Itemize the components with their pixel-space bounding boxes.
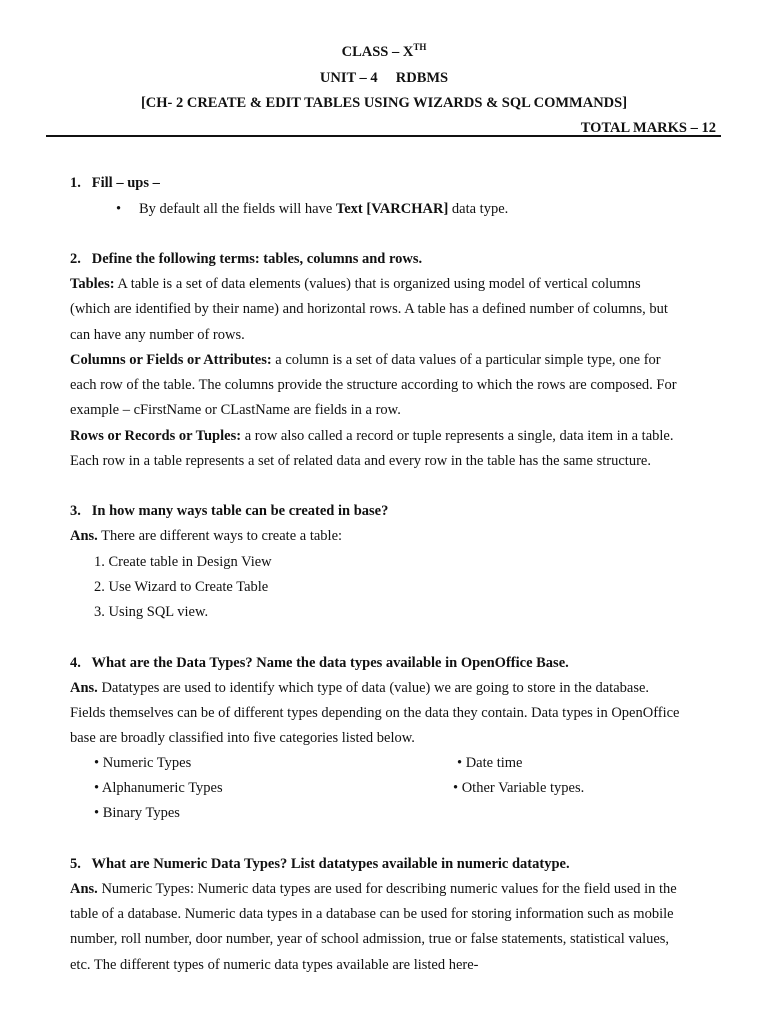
q1-title: 1. Fill – ups – <box>70 175 160 191</box>
unit-text: UNIT – 4 RDBMS <box>319 70 449 86</box>
class-superscript: TH <box>413 42 427 53</box>
q2-columns-line-3: example – cFirstName or CLastName are fields in a row. <box>70 402 401 418</box>
q2-rows-label: Rows or Records or Tuples: <box>70 428 242 444</box>
q1-text-after: data type. <box>448 201 509 217</box>
q2-tables-line-2: (which are identified by their name) and horizontal rows. A table has a defined number of columns, but <box>70 301 668 317</box>
q2-tables-line-3: can have any number of rows. <box>70 327 245 343</box>
q4-title: 4. What are the Data Types? Name the data types available in OpenOffice Base. <box>70 655 569 671</box>
q3-ans-label: Ans. <box>70 528 98 544</box>
q4-type-item: • Binary Types <box>94 805 180 821</box>
q3-title: 3. In how many ways table can be created in base? <box>70 503 389 519</box>
q5-line-3: number, roll number, door number, year of school admission, true or false statements, statistical values, <box>70 931 670 947</box>
q4-line-3: base are broadly classified into five categories listed below. <box>70 730 415 746</box>
class-heading <box>0 44 768 61</box>
q3-item: 2. Use Wizard to Create Table <box>94 579 269 595</box>
q4-type-item: • Date time <box>457 755 523 771</box>
class-text: CLASS – X <box>341 44 414 60</box>
q2-rows-line-2: Each row in a table represents a set of related data and every row in the table has the same structure. <box>70 453 651 469</box>
q1-answer <box>139 200 508 218</box>
q2-tables-text-1: A table is a set of data elements (values) that is organized using model of vertical columns <box>114 276 641 292</box>
q1-text-before: By default all the fields will have <box>139 201 336 217</box>
q5-line-4: etc. The different types of numeric data types available are listed here- <box>70 957 479 973</box>
q5-line-2: table of a database. Numeric data types in a database can be used for storing information such as mobile <box>70 906 674 922</box>
q3-item: 3. Using SQL view. <box>94 604 209 620</box>
q2-rows-text-1: a row also called a record or tuple represents a single, data item in a table. <box>241 428 674 444</box>
q2-columns-line-1 <box>70 351 661 369</box>
q2-columns-label: Columns or Fields or Attributes: <box>70 352 272 368</box>
q4-type-item: • Alphanumeric Types <box>94 780 223 796</box>
q4-type-item: • Other Variable types. <box>453 780 585 796</box>
q3-ans-text: There are different ways to create a table: <box>97 528 343 544</box>
q4-text-1: Datatypes are used to identify which type of data (value) we are going to store in the database. <box>97 680 650 696</box>
q5-ans-label: Ans. <box>70 881 98 897</box>
q3-item: 1. Create table in Design View <box>94 554 272 570</box>
q2-tables-label: Tables: <box>70 276 115 292</box>
q2-columns-line-2: each row of the table. The columns provide the structure according to which the rows are composed. For <box>70 377 677 393</box>
q1-bullet: • <box>116 201 122 217</box>
q2-title: 2. Define the following terms: tables, columns and rows. <box>70 251 423 267</box>
chapter-heading: [CH- 2 CREATE & EDIT TABLES USING WIZARDS & SQL COMMANDS] <box>140 95 628 111</box>
q2-tables-line-1 <box>70 275 641 293</box>
total-marks: TOTAL MARKS – 12 <box>580 120 716 136</box>
q2-columns-text-1: a column is a set of data values of a particular simple type, one for <box>271 352 661 368</box>
q4-line-2: Fields themselves can be of different types depending on the data they contain. Data types in OpenOffice <box>70 705 680 721</box>
q4-type-item: • Numeric Types <box>94 755 192 771</box>
q5-title: 5. What are Numeric Data Types? List datatypes available in numeric datatype. <box>70 856 570 872</box>
q1-text-bold: Text [VARCHAR] <box>335 201 449 217</box>
q2-rows-line-1 <box>70 427 673 445</box>
q5-text-1: Numeric Types: Numeric data types are used for describing numeric values for the field used in the <box>97 881 677 897</box>
q5-line-1 <box>70 880 677 898</box>
unit-heading <box>0 70 768 87</box>
q4-line-1 <box>70 679 649 697</box>
q3-answer <box>70 527 342 545</box>
q4-ans-label: Ans. <box>70 680 98 696</box>
